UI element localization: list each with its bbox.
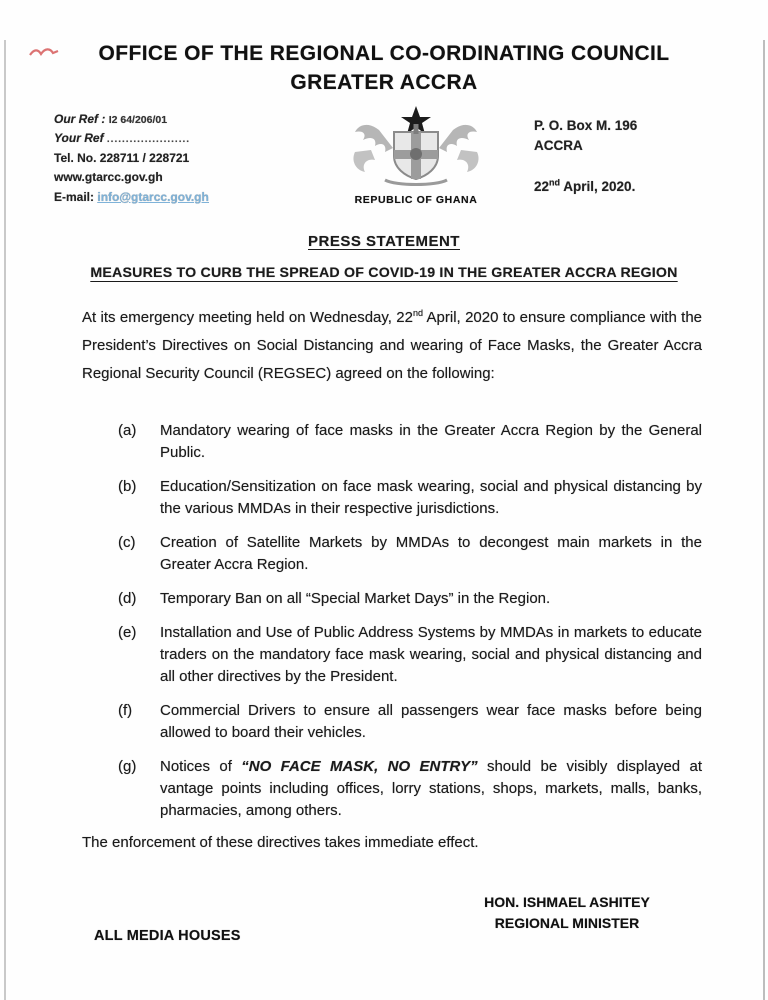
signature-block bbox=[468, 892, 666, 933]
website-line: www.gtarcc.gov.gh bbox=[54, 170, 163, 185]
intro-ordinal-suffix: nd bbox=[412, 308, 423, 319]
our-ref-label: Our Ref : bbox=[54, 111, 106, 126]
coat-of-arms-block bbox=[298, 104, 534, 206]
email-link: info@gtarcc.gov.gh bbox=[97, 189, 209, 204]
directives-list bbox=[0, 420, 702, 822]
directive-item-a bbox=[0, 420, 702, 464]
directive-g-after: should be visibly displayed at vantage points including offices, lorry stations, shops, markets, malls, banks, pharmacies, among others. bbox=[160, 758, 702, 820]
our-ref-line bbox=[54, 110, 298, 129]
directive-text: Installation and Use of Public Address Systems by MMDAs in markets to educate traders on the mandatory face mask wearing, social and physical distancing and all other directives by the President. bbox=[160, 624, 702, 686]
ghana-coat-of-arms-icon bbox=[341, 175, 491, 192]
intro-text-2: April, 2020 to ensure compliance with the President’s Directives on Social Distancing and wearing of Face Masks, the Greater Accra Regional Security Council (REGSEC) agreed on the following: bbox=[82, 309, 702, 383]
address-block bbox=[534, 116, 720, 197]
directive-item-d bbox=[0, 588, 702, 610]
directive-g-emphasis: “NO FACE MASK, NO ENTRY” bbox=[241, 758, 478, 776]
directive-text: Creation of Satellite Markets by MMDAs to decongest main markets in the Greater Accra Region. bbox=[160, 534, 702, 574]
directive-text bbox=[160, 756, 702, 822]
directive-g-before: Notices of bbox=[160, 758, 242, 776]
directive-marker: (c) bbox=[118, 534, 136, 552]
reference-block bbox=[54, 110, 298, 207]
directive-text: Commercial Drivers to ensure all passengers wear face masks before being allowed to board their vehicles. bbox=[160, 702, 702, 742]
directive-marker: (f) bbox=[118, 702, 133, 720]
document-title-line1: OFFICE OF THE REGIONAL CO-ORDINATING COUNCIL bbox=[98, 42, 670, 65]
directive-marker: (a) bbox=[118, 422, 137, 440]
tel-label: Tel. No. bbox=[54, 150, 97, 165]
our-ref-value: I2 64/206/01 bbox=[108, 113, 168, 126]
page-left-edge bbox=[4, 40, 6, 1000]
your-ref-label: Your Ref bbox=[54, 131, 104, 146]
press-statement-heading: PRESS STATEMENT bbox=[308, 233, 460, 251]
email-label: E-mail: bbox=[54, 189, 95, 204]
directive-item-g bbox=[0, 756, 702, 822]
po-box-line2: ACCRA bbox=[534, 137, 583, 153]
your-ref-dotted-line: ...................... bbox=[106, 134, 191, 146]
directive-marker: (e) bbox=[118, 624, 137, 642]
date-rest: April, 2020. bbox=[560, 179, 636, 195]
date-line bbox=[534, 177, 720, 197]
letterhead bbox=[54, 110, 720, 207]
statement-headline: MEASURES TO CURB THE SPREAD OF COVID-19 IN THE GREATER ACCRA REGION bbox=[90, 265, 678, 282]
directive-text: Mandatory wearing of face masks in the Greater Accra Region by the General Public. bbox=[160, 422, 702, 462]
signatory-name: HON. ISHMAEL ASHITEY bbox=[484, 894, 650, 911]
closing-statement: The enforcement of these directives takes immediate effect. bbox=[82, 834, 479, 852]
directive-item-b bbox=[0, 476, 702, 520]
directive-marker: (b) bbox=[118, 478, 137, 496]
your-ref-line bbox=[54, 129, 298, 148]
emblem-caption: REPUBLIC OF GHANA bbox=[354, 193, 478, 206]
po-box-line1: P. O. Box M. 196 bbox=[534, 117, 638, 133]
distribution-line: ALL MEDIA HOUSES bbox=[94, 927, 241, 944]
document-title bbox=[40, 40, 728, 98]
directive-item-c bbox=[0, 532, 702, 576]
intro-text-1: At its emergency meeting held on Wednesday, 22 bbox=[82, 309, 413, 327]
tel-value: 228711 / 228721 bbox=[99, 150, 190, 165]
signatory-title: REGIONAL MINISTER bbox=[494, 914, 640, 931]
directive-marker: (d) bbox=[118, 590, 137, 608]
page-right-edge bbox=[763, 40, 765, 1000]
intro-paragraph bbox=[82, 304, 702, 388]
red-ink-mark bbox=[28, 46, 60, 59]
directive-item-e bbox=[0, 622, 702, 688]
date-day: 22 bbox=[534, 179, 550, 195]
email-line bbox=[54, 188, 298, 207]
date-ordinal-suffix: nd bbox=[549, 177, 561, 188]
directive-item-f bbox=[0, 700, 702, 744]
directive-text: Temporary Ban on all “Special Market Days” in the Region. bbox=[160, 590, 551, 608]
telephone-line bbox=[54, 149, 298, 168]
document-title-line2: GREATER ACCRA bbox=[290, 70, 478, 94]
directive-marker: (g) bbox=[118, 758, 137, 776]
directive-text: Education/Sensitization on face mask wearing, social and physical distancing by the various MMDAs in their respective jurisdictions. bbox=[160, 478, 702, 518]
